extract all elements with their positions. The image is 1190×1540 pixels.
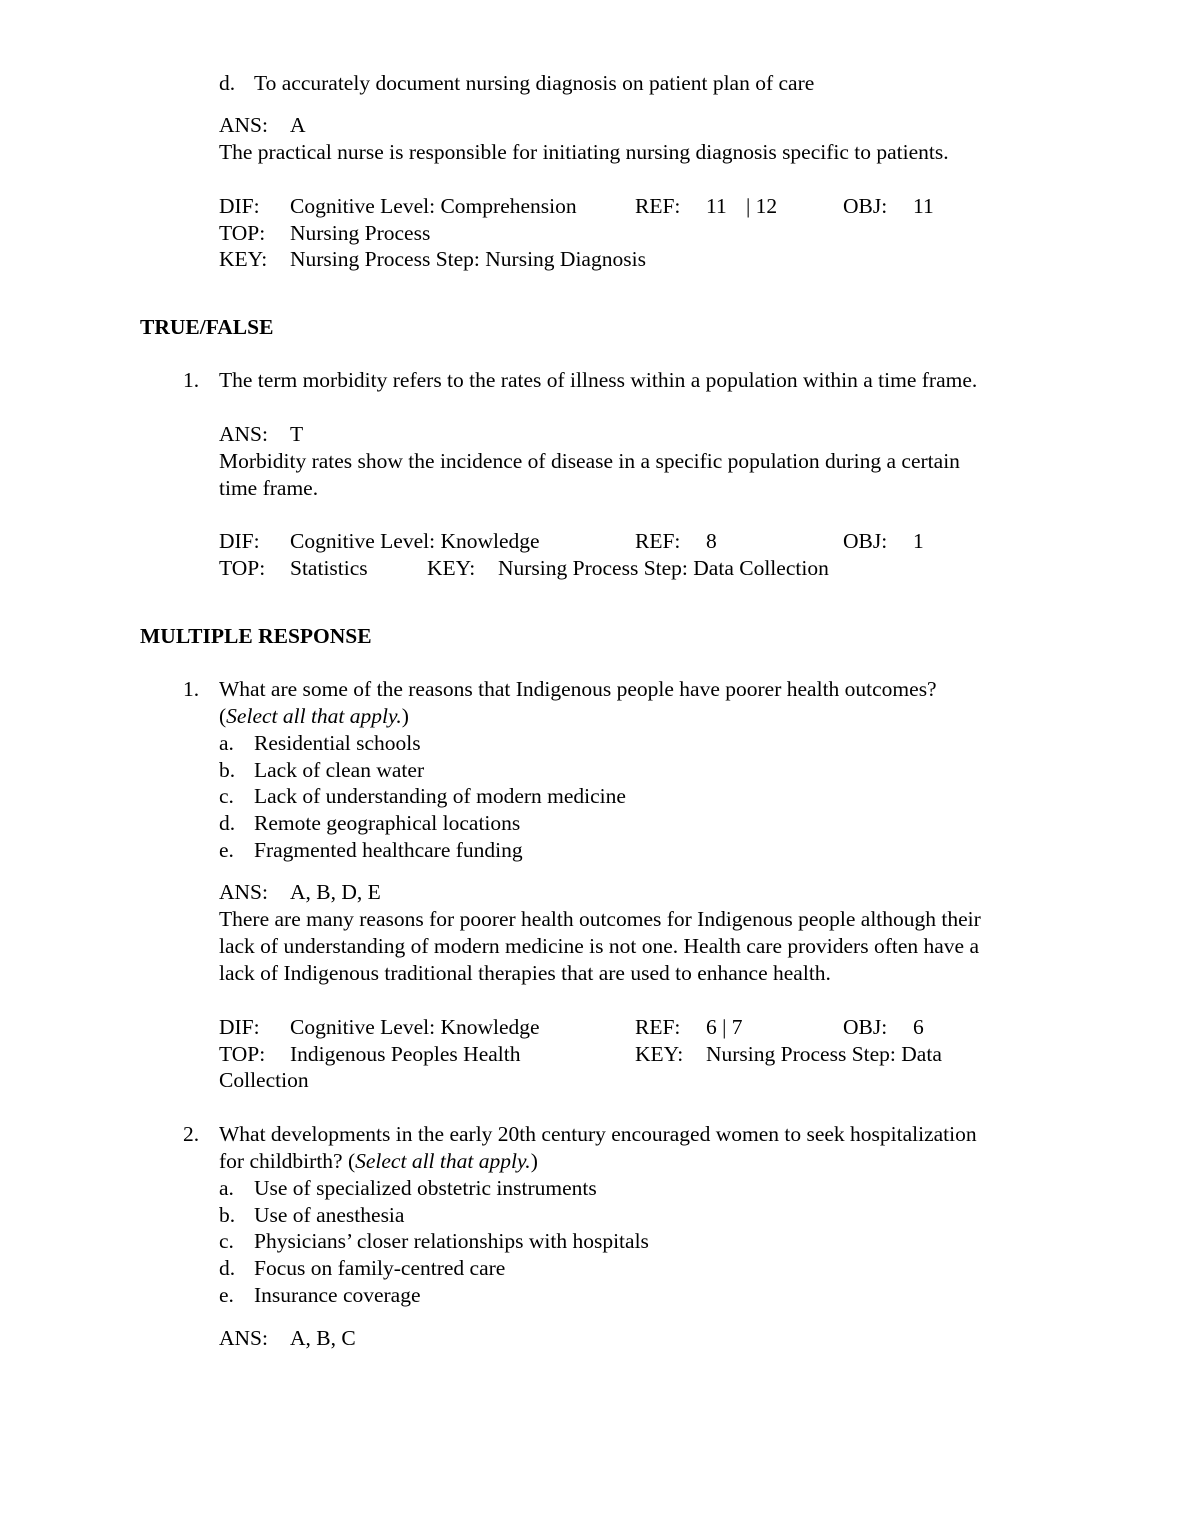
option-letter: a. bbox=[219, 731, 234, 755]
answer-value: A, B, C bbox=[290, 1326, 356, 1350]
option-letter: b. bbox=[219, 758, 236, 782]
dif-label: DIF: bbox=[219, 194, 260, 218]
rationale-text: lack of understanding of modern medicine is not one. Health care providers often have a bbox=[219, 934, 979, 958]
option-letter: b. bbox=[219, 1203, 236, 1227]
option-letter: d. bbox=[219, 71, 236, 95]
option-text: Use of anesthesia bbox=[254, 1203, 405, 1227]
option-letter: e. bbox=[219, 1283, 234, 1307]
obj-value: 1 bbox=[913, 529, 924, 553]
ref-value: 6 | 7 bbox=[706, 1015, 743, 1039]
top-label: TOP: bbox=[219, 221, 266, 245]
option-text: Lack of understanding of modern medicine bbox=[254, 784, 626, 808]
ref-label: REF: bbox=[635, 194, 681, 218]
select-all-instruction: Select all that apply. bbox=[226, 704, 402, 728]
ref-value: 11 bbox=[706, 194, 727, 218]
obj-label: OBJ: bbox=[843, 1015, 888, 1039]
key-value: Nursing Process Step: Nursing Diagnosis bbox=[290, 247, 646, 271]
question-text-continued: for childbirth? (Select all that apply.) bbox=[219, 1149, 538, 1173]
dif-value: Cognitive Level: Knowledge bbox=[290, 1015, 540, 1039]
key-value: Nursing Process Step: Data Collection bbox=[498, 556, 829, 580]
answer-label: ANS: bbox=[219, 422, 268, 446]
dif-value: Cognitive Level: Knowledge bbox=[290, 529, 540, 553]
obj-value: 6 bbox=[913, 1015, 924, 1039]
question-text: What developments in the early 20th century encouraged women to seek hospitalization bbox=[219, 1122, 977, 1146]
answer-label: ANS: bbox=[219, 880, 268, 904]
obj-label: OBJ: bbox=[843, 194, 888, 218]
option-letter: a. bbox=[219, 1176, 234, 1200]
top-value: Nursing Process bbox=[290, 221, 431, 245]
ref-value: 8 bbox=[706, 529, 717, 553]
key-label: KEY: bbox=[635, 1042, 684, 1066]
section-heading-true-false: TRUE/FALSE bbox=[140, 315, 274, 339]
key-label: KEY: bbox=[219, 247, 268, 271]
rationale-text: There are many reasons for poorer health outcomes for Indigenous people although their bbox=[219, 907, 981, 931]
option-text: Focus on family-centred care bbox=[254, 1256, 506, 1280]
answer-label: ANS: bbox=[219, 1326, 268, 1350]
select-all-instruction: Select all that apply. bbox=[355, 1149, 531, 1173]
section-heading-multiple-response: MULTIPLE RESPONSE bbox=[140, 624, 372, 648]
top-label: TOP: bbox=[219, 556, 266, 580]
key-value-continued: Collection bbox=[219, 1068, 309, 1092]
option-letter: e. bbox=[219, 838, 234, 862]
ref-label: REF: bbox=[635, 1015, 681, 1039]
answer-value: T bbox=[290, 422, 304, 446]
option-letter: c. bbox=[219, 784, 234, 808]
top-label: TOP: bbox=[219, 1042, 266, 1066]
key-label: KEY: bbox=[427, 556, 476, 580]
question-text: The term morbidity refers to the rates of illness within a population within a time frame. bbox=[219, 368, 978, 392]
option-letter: c. bbox=[219, 1229, 234, 1253]
option-text: Lack of clean water bbox=[254, 758, 425, 782]
question-number: 1. bbox=[183, 368, 200, 392]
answer-value: A bbox=[290, 113, 306, 137]
question-text: What are some of the reasons that Indigenous people have poorer health outcomes? bbox=[219, 677, 937, 701]
option-text: Residential schools bbox=[254, 731, 421, 755]
top-value: Statistics bbox=[290, 556, 368, 580]
question-number: 2. bbox=[183, 1122, 200, 1146]
obj-label: OBJ: bbox=[843, 529, 888, 553]
option-text: Insurance coverage bbox=[254, 1283, 421, 1307]
top-value: Indigenous Peoples Health bbox=[290, 1042, 521, 1066]
dif-label: DIF: bbox=[219, 529, 260, 553]
rationale-text: Morbidity rates show the incidence of disease in a specific population during a certain bbox=[219, 449, 960, 473]
key-value: Nursing Process Step: Data bbox=[706, 1042, 942, 1066]
dif-label: DIF: bbox=[219, 1015, 260, 1039]
rationale-text: time frame. bbox=[219, 476, 319, 500]
dif-value: Cognitive Level: Comprehension bbox=[290, 194, 577, 218]
ref-value-secondary: | 12 bbox=[746, 194, 778, 218]
answer-label: ANS: bbox=[219, 113, 268, 137]
question-instruction: (Select all that apply.) bbox=[219, 704, 409, 728]
option-text: Use of specialized obstetric instruments bbox=[254, 1176, 597, 1200]
rationale-text: lack of Indigenous traditional therapies that are used to enhance health. bbox=[219, 961, 831, 985]
option-text: Fragmented healthcare funding bbox=[254, 838, 523, 862]
obj-value: 11 bbox=[913, 194, 934, 218]
option-letter: d. bbox=[219, 1256, 236, 1280]
option-text: Remote geographical locations bbox=[254, 811, 521, 835]
rationale-text: The practical nurse is responsible for initiating nursing diagnosis specific to patients. bbox=[219, 140, 949, 164]
option-text: Physicians’ closer relationships with hospitals bbox=[254, 1229, 649, 1253]
question-number: 1. bbox=[183, 677, 200, 701]
ref-label: REF: bbox=[635, 529, 681, 553]
option-text: To accurately document nursing diagnosis on patient plan of care bbox=[254, 71, 815, 95]
option-letter: d. bbox=[219, 811, 236, 835]
answer-value: A, B, D, E bbox=[290, 880, 381, 904]
